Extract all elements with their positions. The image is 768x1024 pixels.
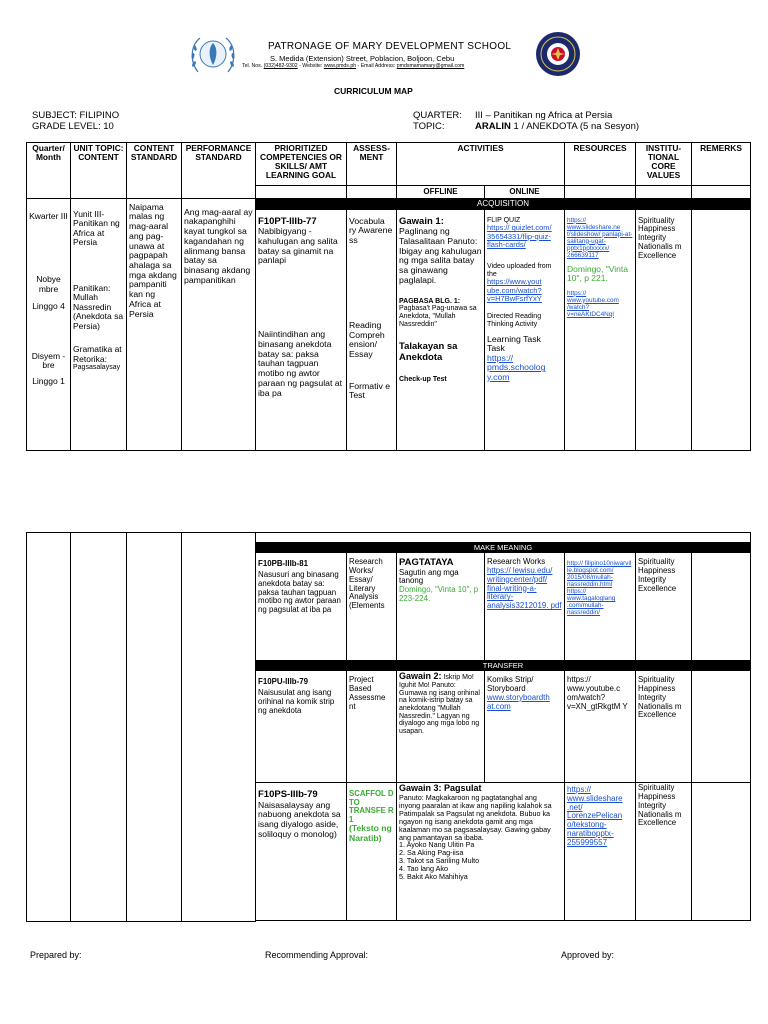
- approved-by: Approved by:: [561, 950, 615, 960]
- transfer-bar: TRANSFER: [256, 661, 751, 671]
- col-offline: OFFLINE: [397, 186, 485, 199]
- tr-competency-cell: F10PU-IIIb-79 Naisusulat ang isang orihinal na komik strip ng anekdota: [256, 671, 347, 783]
- topic-list-item: 4. Tao lang Ako: [399, 864, 449, 874]
- website-link[interactable]: www.pmds.ph: [323, 63, 357, 69]
- slideshare-naratib-link[interactable]: https:// www.slideshare .net/ LorenzePelican o/tekstong-naratibopptx- 255999557: [567, 785, 623, 847]
- topic-list-item: 1. Ayoko Nang Ulitin Pa: [399, 840, 475, 850]
- mm-resources-cell: [565, 553, 636, 661]
- tr-values-cell: Spirituality Happiness Integrity Nationalis m Excellence: [636, 671, 692, 783]
- prepared-by: Prepared by:: [30, 950, 82, 960]
- month-cell: Kwarter III Nobye mbre Linggo 4 Disyem -bre Linggo 1: [27, 198, 71, 450]
- col-resources: RESOURCES: [565, 143, 636, 186]
- unit-cell: Yunit III- Panitikan ng Africa at Persia Panitikan: Mullah Nassredin (Anekdota sa Persia) Gramatika at Retorika: Pagsasalaysay: [71, 198, 127, 450]
- online-activities-cell: FLIP QUIZ https:// quizlet.com/ 35654331/flip-quiz-flash-cards/ Video uploaded from the https://www.yout ube.com/watch? v=H7BwFsrfYxY Directed Reading Thinking Activity Learning Task Task https:// pmds.schoolog y.com: [485, 209, 565, 450]
- quarter-value: III – Panitikan ng Africa at Persia: [475, 110, 613, 121]
- school-logo: [188, 32, 238, 76]
- tr-resources-cell: https:// www.youtube.c om/watch? v=XN_gtRkgtM Y: [565, 671, 636, 783]
- mm-online-cell: Research Works https:// lewisu.edu/ writingcenter/pdf/ final-writing-a-literary-analysis3212019. pdf: [485, 553, 565, 661]
- youtube-resource-link[interactable]: https:// www.youtube.com /watch? v=neAKtDC4NqI: [567, 289, 619, 318]
- tr2-offline-cell: Gawain 3: Pagsulat Panuto: Magkakaroon ng pagtatanghal ang inyong paaralan at ikaw ang napiling kalahok sa Patimpalak sa Pagsulat ng anekdota. Bubuo ka ngayon ng isang anekdota gamit ang mga kaalaman mo sa pagsasalaysay. Gawing gabay ang pamantayan sa ibaba. 1. Ayoko Nang Ulitin Pa 2. Sa Aking Pag-iisa 3. Takot sa Sariling Multo 4. Tao lang Ako 5. Bakit Ako Mahihiya: [397, 783, 565, 921]
- topic-list-item: 3. Takot sa Sariling Multo: [399, 856, 480, 866]
- col-activities: ACTIVITIES: [397, 143, 565, 186]
- remarks-cell: [692, 209, 751, 450]
- mm-values-cell: Spirituality Happiness Integrity Excellence: [636, 553, 692, 661]
- blogspot-link[interactable]: http:// filipino10niwarvil le.blogspot.com/ 2015/08/mullah-nassreddin.html https:// www.tagaloglang .com/mullah-nassreddin/: [567, 560, 632, 617]
- tr-offline-cell: Gawain 2: Iskrip Mo! Iguhit Mo! Panuto: Gumawa ng isang orihinal na komik-istrip batay sa anekdotang "Mullah Nassredin." Lagyan ng diyalogo ang mga lobo ng usapan.: [397, 671, 485, 783]
- col-online: ONLINE: [485, 186, 565, 199]
- schoology-link[interactable]: https:// pmds.schoolog y.com: [487, 352, 546, 382]
- col-remarks: REMERKS: [692, 143, 751, 186]
- col-competencies: PRIORITIZED COMPETENCIES OR SKILLS/ AMT LEARNING GOAL: [256, 143, 347, 186]
- tr-online-cell: Komiks Strip/ Storyboard www.storyboardth at.com: [485, 671, 565, 783]
- curriculum-table-meaning-transfer: [26, 532, 751, 922]
- lewisu-link[interactable]: https:// lewisu.edu/ writingcenter/pdf/ final-writing-a-literary-analysis3212019. pdf: [487, 565, 562, 611]
- col-month: Quarter/ Month: [27, 143, 71, 199]
- storyboard-link[interactable]: www.storyboardth at.com: [487, 692, 550, 711]
- curriculum-table-acquisition: [26, 142, 751, 451]
- mm-assessment-cell: Research Works/ Essay/ Literary Analysis (Elements: [347, 553, 397, 661]
- school-contact: Tel. Nos. (032)482-9302 - Website: www.pmds.ph - Email Address: pmdsmamamary@gmail.com: [242, 63, 465, 69]
- resources-cell: https:// www.slideshare.ne t/slideshow/ panlapi-at-salitang-ugat- pptx1pptxxxxx/ 266639117 Domingo, "Vinta 10", p 221. https:// www.youtube.com /watch? v=neAKtDC4NqI: [565, 209, 636, 450]
- acquisition-bar: ACQUISITION: [256, 198, 751, 209]
- tel-link[interactable]: (032)482-9302: [263, 63, 298, 69]
- offline-activities-cell: Gawain 1: Paglinang ng Talasalitaan Panuto: Ibigay ang kahulugan ng mga salita batay sa ginawang paglalapi. PAGBASA BLG. 1: Pagbasa't Pag-unawa sa Anekdota, "Mullah Nassreddin" Talakayan sa Anekdota Check-up Test: [397, 209, 485, 450]
- tr2-assessment-cell: SCAFFOL D TO TRANSFE R 1 (Teksto ng Naratib): [347, 783, 397, 921]
- assessment-cell: Vocabula ry Awarene ss Reading Compreh ension/ Essay Formativ e Test: [347, 209, 397, 450]
- col-assessment: ASSESS-MENT: [347, 143, 397, 186]
- grade-label: GRADE LEVEL: 10: [32, 121, 114, 132]
- quarter-label: QUARTER:: [413, 110, 462, 121]
- school-seal: [535, 31, 581, 77]
- tr2-values-cell: Spirituality Happiness Integrity Nationalis m Excellence: [636, 783, 692, 921]
- make-meaning-bar: MAKE MEANING: [256, 543, 751, 553]
- col-performance-standard: PERFORMANCE STANDARD: [182, 143, 256, 199]
- competency-cell: F10PT-IIIb-77 Nabibigyang - kahulugan ang salita batay sa ginamit na panlapi Naiintindihan ang binasang anekdota batay sa: paksa tauhan tagpuan motibo ng awtor paraan ng pagsulat at iba pa: [256, 209, 347, 450]
- core-values-cell: Spirituality Happiness Integrity Nationalis m Excellence: [636, 209, 692, 450]
- youtube-link[interactable]: https://www.yout ube.com/watch? v=H7BwFsrfYxY: [487, 277, 542, 303]
- topic-label: TOPIC:: [413, 121, 445, 132]
- tr-assessment-cell: Project Based Assessme nt: [347, 671, 397, 783]
- school-address: S. Medida (Extension) Street, Poblacion, Boljoon, Cebu: [270, 54, 455, 63]
- tr2-competency-cell: F10PS-IIIb-79 Naisasalaysay ang nabuong anekdota sa isang diyalogo aside, soliloquy o monolog): [256, 783, 347, 921]
- tr2-resources-cell: [565, 783, 636, 921]
- col-values: INSTITU-TIONAL CORE VALUES: [636, 143, 692, 186]
- topic-value: ARALIN 1 / ANEKDOTA (5 na Sesyon): [475, 121, 640, 132]
- email-link[interactable]: pmdsmamamary@gmail.com: [396, 63, 465, 69]
- mm-competency-cell: F10PB-IIIb-81 Nasusuri ang binasang anekdota batay sa: paksa tauhan tagpuan motibo ng awtor paraan ng pagsulat at iba pa: [256, 553, 347, 661]
- col-unit: UNIT TOPIC: CONTENT: [71, 143, 127, 199]
- topic-list-item: 5. Bakit Ako Mahihiya: [399, 872, 468, 882]
- subject-label: SUBJECT: FILIPINO: [32, 110, 120, 121]
- topic-list-item: 2. Sa Aking Pag-iisa: [399, 848, 464, 858]
- document-title: CURRICULUM MAP: [334, 86, 413, 96]
- mm-offline-cell: PAGTATAYA Sagutin ang mga tanong Domingo, "Vinta 10", p 223-224.: [397, 553, 485, 661]
- school-name: PATRONAGE OF MARY DEVELOPMENT SCHOOL: [268, 41, 512, 52]
- col-content-standard: CONTENT STANDARD: [127, 143, 182, 199]
- performance-standard-cell: Ang mag-aaral ay nakapanghihi kayat tungkol sa kagandahan ng alinmang bansa batay sa binasang akdang pampanitikan: [182, 198, 256, 450]
- recommending-approval: Recommending Approval:: [265, 950, 369, 960]
- content-standard-cell: Naipama malas ng mag-aaral ang pag-unawa at pagpapah ahalaga sa mga akdang pampaniti kan ng Africa at Persia: [127, 198, 182, 450]
- slideshare-link[interactable]: https:// www.slideshare.ne t/slideshow/ panlapi-at-salitang-ugat- pptx1pptxxxxx/ 266639117: [567, 216, 633, 259]
- quizlet-link[interactable]: https:// quizlet.com/ 35654331/flip-quiz-flash-cards/: [487, 223, 552, 249]
